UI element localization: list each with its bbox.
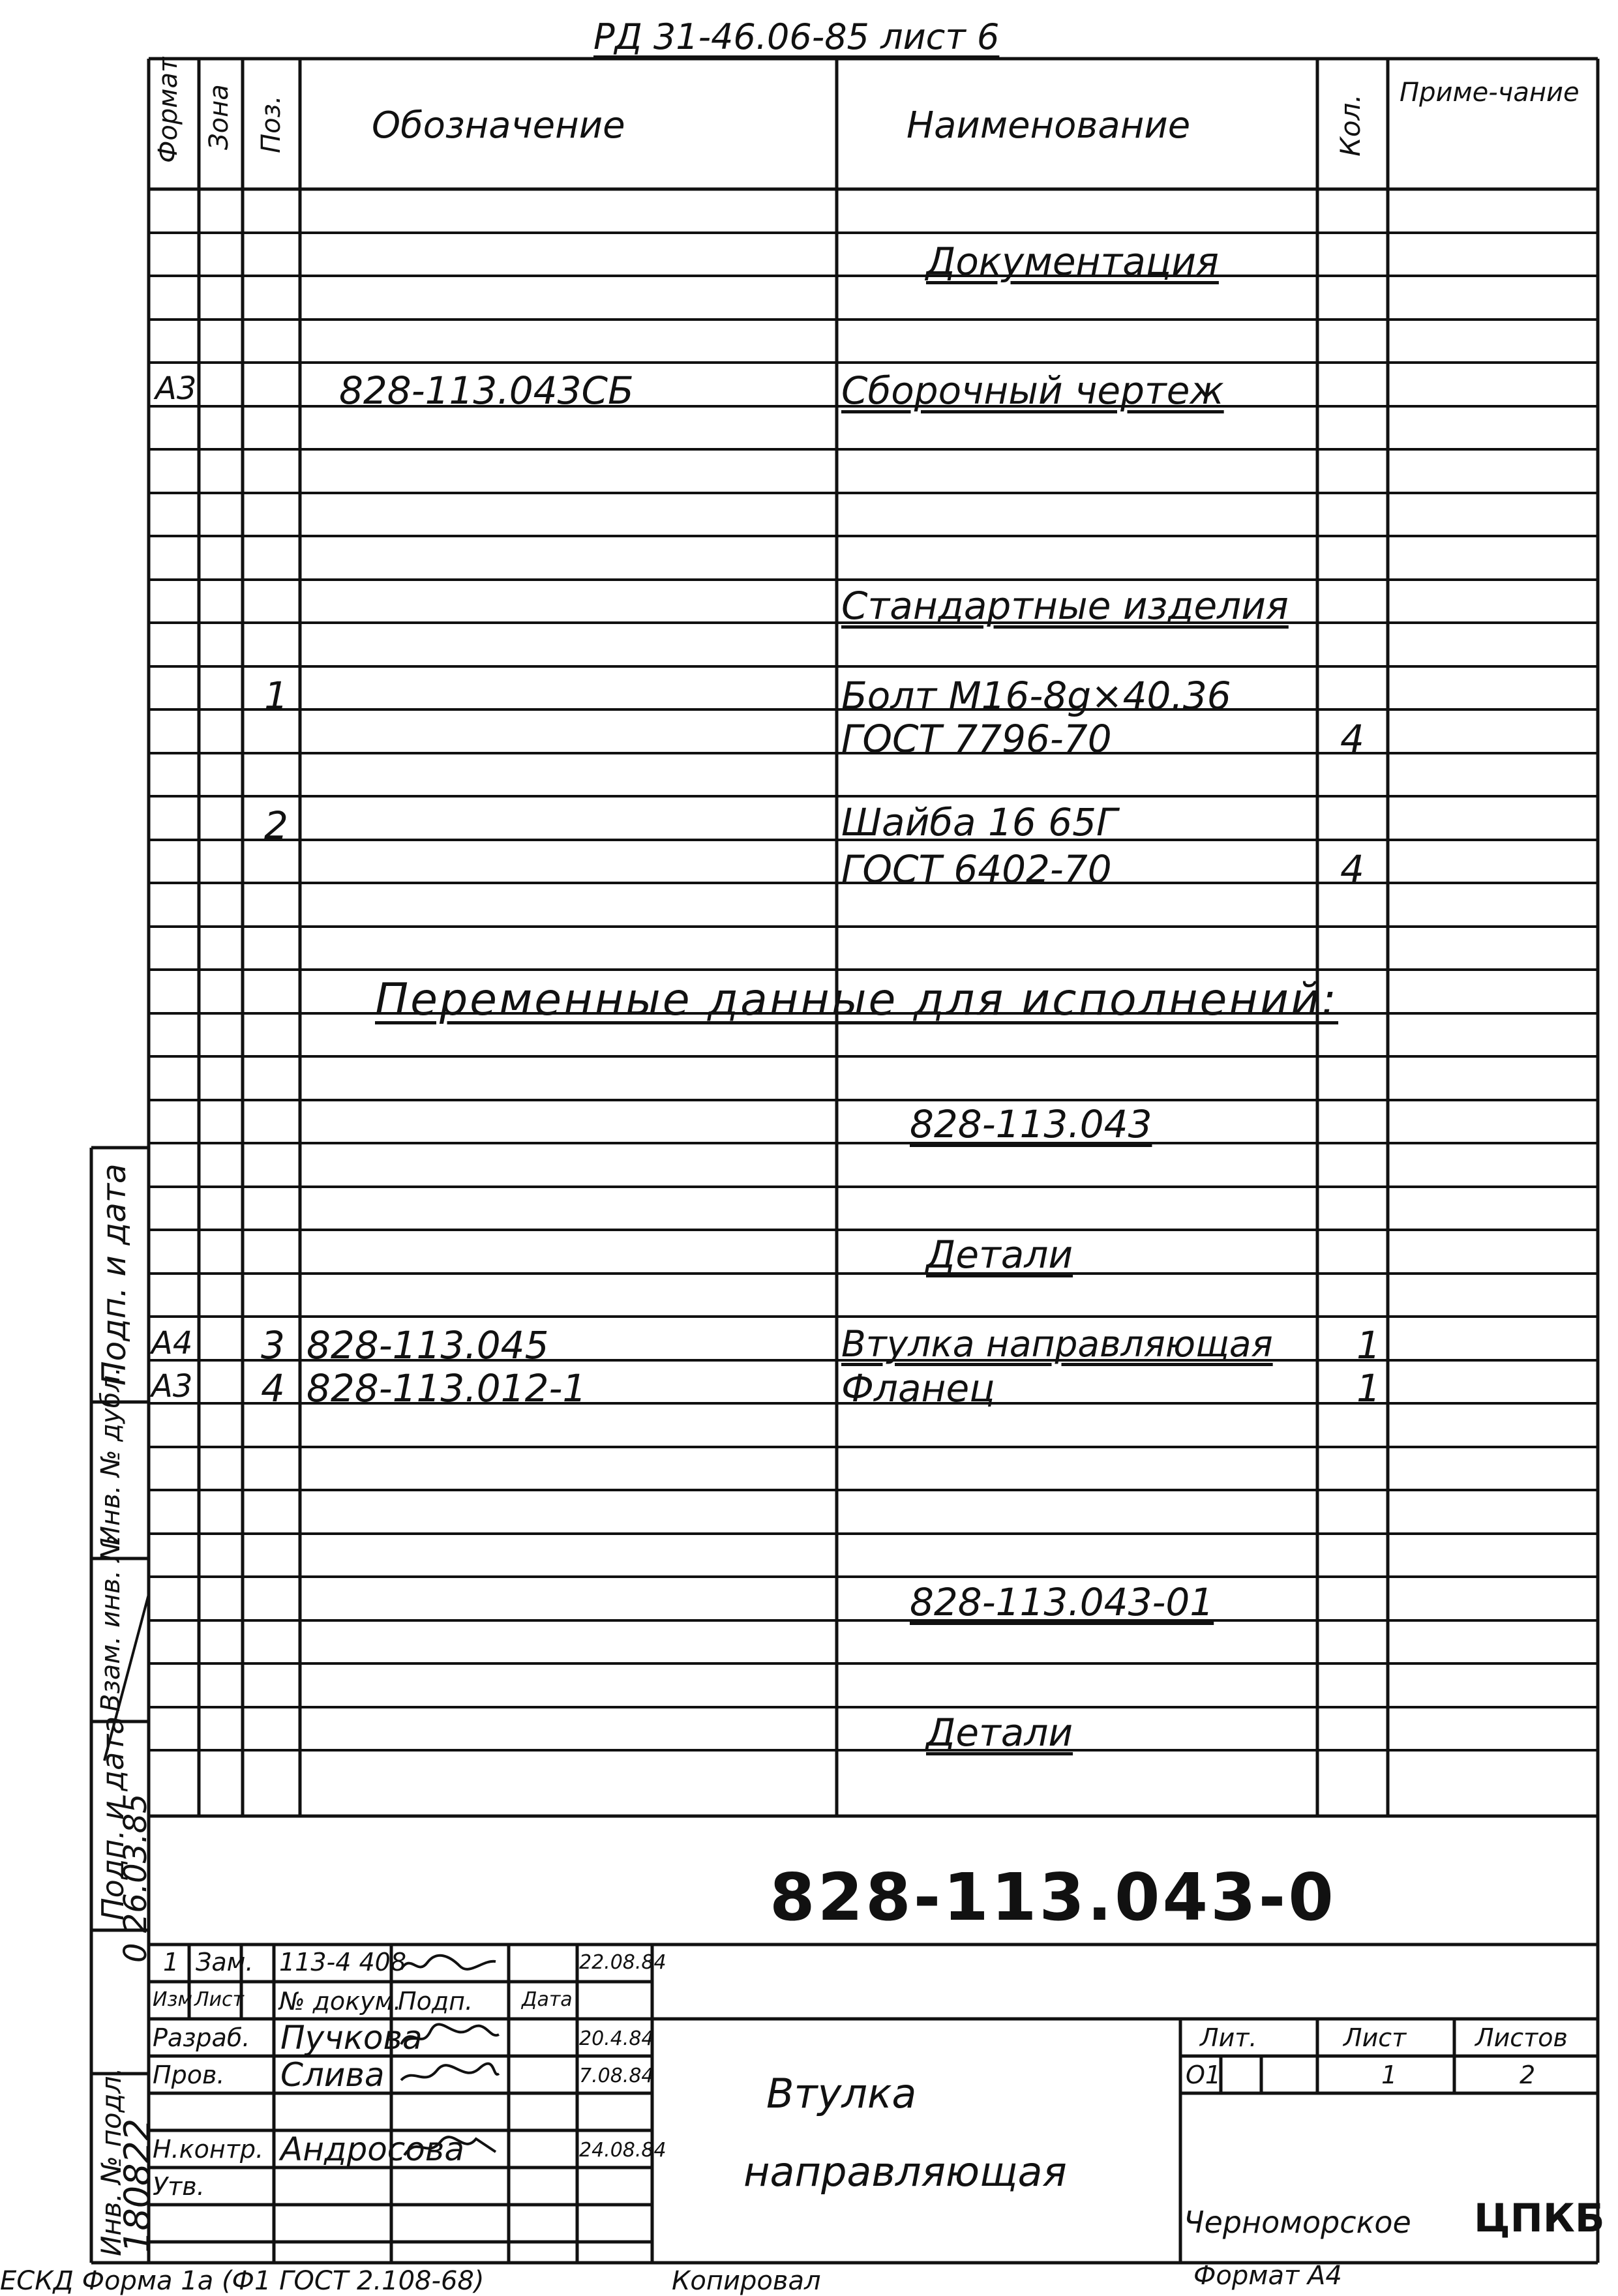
footer-copied: Копировал xyxy=(672,2266,821,2296)
lit-label: Лит. xyxy=(1200,2023,1257,2052)
row-qty: 4 xyxy=(1340,847,1364,891)
sheet-reference: РД 31-46.06-85 лист 6 xyxy=(593,16,1000,57)
label-izm: Изм xyxy=(153,1988,193,2011)
role-label: Утв. xyxy=(153,2172,205,2201)
change-type: Зам. xyxy=(196,1948,254,1976)
header-designation: Обозначение xyxy=(372,104,625,147)
row-name: ГОСТ 7796-70 xyxy=(841,717,1112,761)
org-prefix: Черноморское xyxy=(1184,2205,1411,2240)
row-format: А3 xyxy=(155,370,197,407)
section-variable-data: Переменные данные для исполнений: xyxy=(375,974,1339,1026)
row-designation: 828-113.043СБ xyxy=(339,368,634,413)
sheet-value: 1 xyxy=(1381,2061,1398,2089)
header-format: Формат xyxy=(153,57,183,163)
role-name: Андросова xyxy=(280,2130,464,2168)
role-label: Разраб. xyxy=(153,2023,250,2052)
side-date-value: 0 26.03.85 xyxy=(117,1793,154,1963)
doc-number: 828-113.043-0 xyxy=(770,1859,1336,1935)
section-documentation: Документация xyxy=(926,239,1219,284)
sheets-value: 2 xyxy=(1520,2061,1536,2089)
row-name: Фланец xyxy=(841,1366,995,1410)
title-line-2: направляющая xyxy=(743,2148,1067,2196)
side-vzam-inv: Взам. инв. № xyxy=(96,1534,126,1712)
row-name: Сборочный чертеж xyxy=(841,368,1224,413)
role-date: 20.4.84 xyxy=(579,2027,654,2050)
sheets-label: Листов xyxy=(1475,2023,1568,2052)
row-name: Болт М16-8g×40.36 xyxy=(841,674,1231,718)
role-label: Н.контр. xyxy=(153,2135,264,2164)
header-zone: Зона xyxy=(204,84,234,150)
change-num: 1 xyxy=(163,1948,179,1976)
title-line-1: Втулка xyxy=(766,2070,917,2117)
section-variant-2: 828-113.043-01 xyxy=(910,1580,1214,1624)
row-pos: 3 xyxy=(261,1323,285,1367)
role-date: 24.08.84 xyxy=(579,2139,667,2162)
row-name: Втулка направляющая xyxy=(841,1323,1273,1365)
row-pos: 4 xyxy=(261,1366,285,1410)
change-signature xyxy=(398,1950,502,1979)
side-inv-podl: Инв. № подл. xyxy=(95,2067,127,2256)
role-label: Пров. xyxy=(153,2061,225,2089)
header-qty: Кол. xyxy=(1334,94,1366,157)
row-designation: 828-113.045 xyxy=(307,1323,549,1367)
row-qty: 4 xyxy=(1340,717,1364,761)
row-pos: 1 xyxy=(264,674,288,718)
section-details-2: Детали xyxy=(926,1710,1073,1755)
side-podp-data: Подп. и дата xyxy=(95,1163,133,1386)
row-qty: 1 xyxy=(1356,1323,1381,1367)
section-variant-1: 828-113.043 xyxy=(910,1102,1152,1146)
role-date: 7.08.84 xyxy=(579,2065,654,2087)
section-details-1: Детали xyxy=(926,1232,1073,1277)
label-list: Лист xyxy=(194,1988,245,2011)
change-doc: 113-4 408 xyxy=(279,1948,407,1976)
role-signatures xyxy=(398,2021,502,2165)
row-pos: 2 xyxy=(264,803,288,848)
org-name: ЦПКБ xyxy=(1474,2196,1605,2241)
row-format: А3 xyxy=(151,1368,193,1405)
footer-form: ЕСКД Форма 1а (Ф1 ГОСТ 2.108-68) xyxy=(0,2266,485,2296)
row-format: А4 xyxy=(151,1325,193,1362)
role-name: Слива xyxy=(280,2056,385,2094)
section-standard-items: Стандартные изделия xyxy=(841,584,1289,628)
header-note: Приме-чание xyxy=(1400,78,1580,108)
role-name: Пучкова xyxy=(280,2019,423,2057)
change-date: 22.08.84 xyxy=(579,1951,667,1974)
side-inv-dubl: Инв. № дубл. xyxy=(96,1367,126,1545)
row-name: Шайба 16 65Г xyxy=(841,800,1118,844)
side-inv-value: 180822 xyxy=(117,2118,158,2253)
label-doc: № докум. xyxy=(279,1987,402,2016)
side-podp-data-2: Подп. и дата xyxy=(95,1716,130,1920)
row-designation: 828-113.012-1 xyxy=(307,1366,587,1410)
header-name: Наименование xyxy=(906,104,1191,147)
label-sign: Подп. xyxy=(398,1987,473,2016)
lit-value: О1 xyxy=(1186,2061,1221,2089)
label-date: Дата xyxy=(522,1988,573,2011)
header-pos: Поз. xyxy=(256,95,286,153)
row-qty: 1 xyxy=(1356,1366,1381,1410)
row-name: ГОСТ 6402-70 xyxy=(841,847,1112,891)
footer-format: Формат А4 xyxy=(1193,2261,1342,2291)
sheet-label: Лист xyxy=(1343,2023,1407,2052)
